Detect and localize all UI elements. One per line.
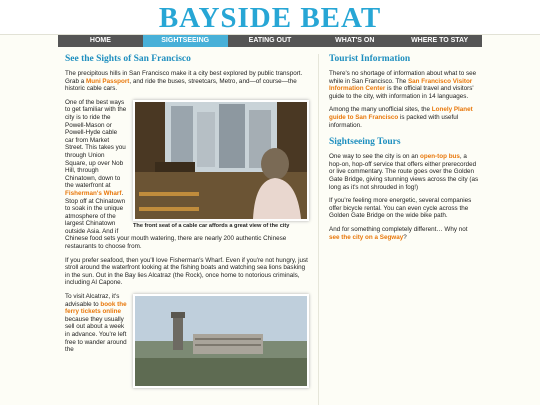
column-divider (318, 54, 319, 405)
nav-eating-out[interactable]: EATING OUT (248, 37, 292, 44)
site-title[interactable]: BAYSIDE BEAT (158, 2, 382, 34)
bus-tour-paragraph: One way to see the city is on an open-top bus, a hop-on, hop-off service that offers either prerecorded or live commentary. The route goes over the Golden Gate Bridge, giving stunning views across the city (as long as it's not shrouded in fog!) (329, 153, 479, 191)
segway-link[interactable]: see the city on a Segway (329, 233, 404, 241)
alcatraz-figure (133, 294, 309, 388)
nav-home[interactable]: HOME (89, 37, 111, 44)
cable-car-paragraph: One of the best ways to get familiar with the city is to ride the Powell-Mason or Powell-Hyde cable car from Market Street. This takes you through Union Square, up over Nob Hill, through Chinatown, down to the waterfront at Fisherman's Wharf. Stop off at Chinatown to soak in the unique atmosphere of the largest Chinatown outside Asia. And if Chinese food sets your mouth watering, there are nearly 200 authentic Chinese restaurants to choose from. (65, 98, 287, 251)
cable-car-figure (133, 100, 309, 230)
intro-paragraph: The precipitous hills in San Francisco make it a city best explored by public transport. Grab a Muni Passport, and ride the buses, streetcars, Metro, and—of course—the historic cable cars. (65, 70, 303, 93)
open-top-bus-link[interactable]: open-top bus (420, 153, 460, 161)
sidebar (329, 54, 479, 247)
main-content (65, 54, 309, 391)
lonely-planet-link[interactable]: Lonely Planet guide to San Francisco (329, 106, 473, 121)
nav-sightseeing[interactable]: SIGHTSEEING (143, 35, 228, 47)
segway-paragraph: And for something completely different… Why not see the city on a Segway? (329, 225, 468, 241)
tourist-info-paragraph: There's no shortage of information about what to see while in San Francisco. The San Francisco Visitor Information Center is the official travel and visitors' guide to the city, with information in 14 languages. (329, 70, 477, 100)
visitor-center-link[interactable]: San Francisco Visitor Information Center (329, 77, 473, 93)
cable-car-caption: The front seat of a cable car affords a great view of the city (133, 222, 290, 229)
ferry-tickets-link[interactable]: book the ferry tickets online (65, 300, 127, 316)
fishermans-wharf-link[interactable]: Fisherman's Wharf (65, 189, 122, 197)
alcatraz-paragraph: To visit Alcatraz, it's advisable to book the ferry tickets online because they usually sell out about a week in advance. You're left free to wander around the (65, 293, 127, 354)
alcatraz-photo (133, 294, 309, 388)
tours-heading: Sightseeing Tours (329, 137, 401, 148)
nav-where-to-stay[interactable]: WHERE TO STAY (411, 37, 469, 44)
cable-car-photo (133, 100, 309, 221)
masthead (0, 0, 540, 35)
tourist-info-heading: Tourist Information (329, 54, 411, 64)
bicycle-paragraph: If you're feeling more energetic, several companies offer bicycle rental. You can even cycle across the Golden Gate Bridge on the wide bike path. (329, 197, 472, 220)
muni-passport-link[interactable]: Muni Passport (86, 77, 130, 85)
nav-whats-on[interactable]: WHAT'S ON (335, 37, 375, 44)
seafood-paragraph: If you prefer seafood, then you'll love Fisherman's Wharf. Even if you're not hungry, just stroll around the waterfront looking at the fishing boats and watching sea lions basking in the sun. Out in the Bay lies Alcatraz (the Rock), once home to notorious criminals, including Al Capone. (65, 256, 308, 287)
lonely-planet-paragraph: Among the many unofficial sites, the Lonely Planet guide to San Francisco is packed with useful information. (329, 106, 473, 129)
main-heading: See the Sights of San Francisco (65, 54, 191, 64)
main-nav (58, 35, 482, 47)
